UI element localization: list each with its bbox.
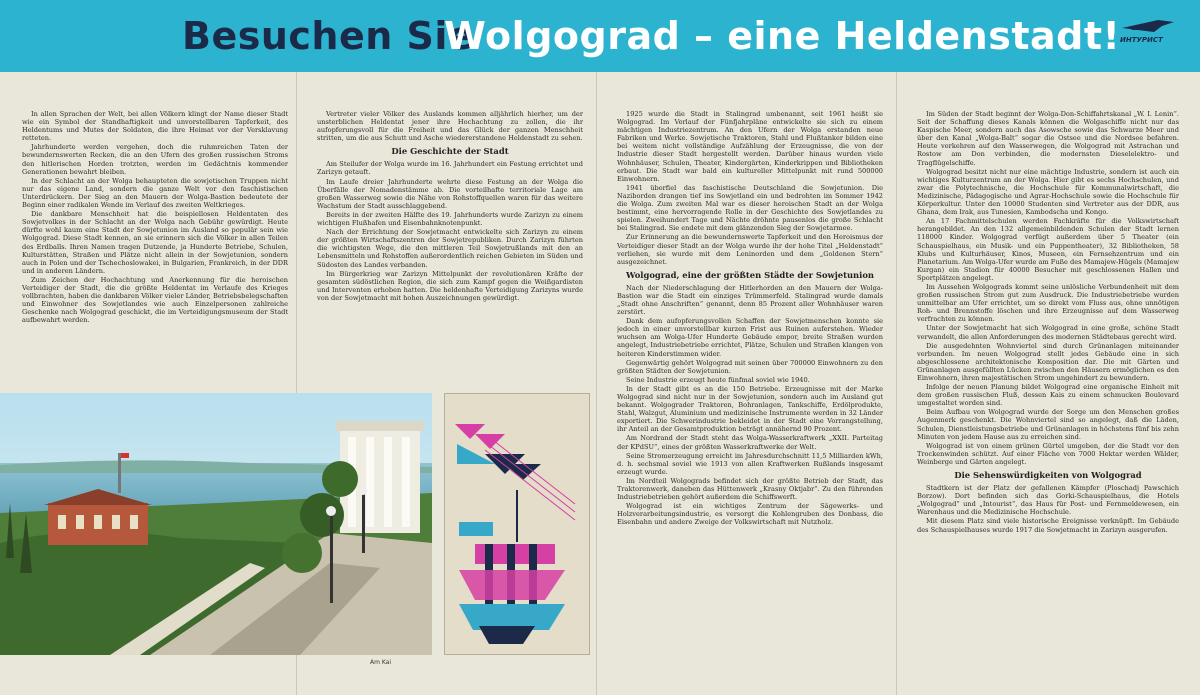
paragraph: Stadtkern ist der Platz der gefallenen Kämpfer (Ploschadj Pawschich Borzow). Dort befinden sich das Gorki-Schauspielhaus, die Hotels „Wolgograd“ und „Intourist“, das Haus für Post- und Fernmeldewesen, ein Warenhaus und die Medizinische Hochschule. (917, 484, 1179, 517)
embankment-photo (0, 393, 432, 655)
paragraph: Am Steilufer der Wolga wurde im 16. Jahrhundert ein Festung errichtet und Zarizyn getauft. (317, 160, 583, 177)
paragraph: Gegenwärtig gehört Wolgograd mit seinen über 700000 Einwohnern zu den größten Städten der Sowjetunion. (617, 358, 883, 375)
paragraph: 1925 wurde die Stadt in Stalingrad umbenannt, seit 1961 heißt sie Wolgograd. Im Verlauf der Fünfjahrpläne entwickelte sie sich zu einem mächtigen Industriezentrum. An den Ufern der Wolga erstanden neue Fabriken und Werke. Sowjetische Traktoren, Stahl und Flußtanker bilden eine bei weitem nicht vollständige Aufzählung der Erzeugnisse, die von der Industrie dieser Stadt hergestellt werden. Darüber hinaus wurden viele Wohnhäuser, Schulen, Theater, Kindergärten, Kinderkrippen und Bibliotheken erbaut. Die Stadt war bald ein kultureller Mittelpunkt mit rund 500000 Einwohnern. (617, 110, 883, 183)
paragraph: Bereits in der zweiten Hälfte des 19. Jahrhunderts wurde Zarizyn zu einem wichtigen Flußhafen und Eisenbahnknotenpunkt. (317, 210, 583, 228)
paragraph: Am Nordrand der Stadt steht das Wolga-Wasserkraftwerk „XXII. Parteitag der KPdSU“, eines der größten Wasserkraftwerke der Welt. (617, 434, 883, 451)
paragraph: Jahrhunderte werden vergehen, doch die ruhmreichen Taten der bewundernswerten Recken, die an den Ufern des großen russischen Stroms den hitlerischen Horden trotzten, werden im Gedächtnis kommender Generationen bewahrt bleiben. (22, 143, 288, 176)
fold-line (896, 72, 897, 695)
section-heading: Die Geschichte der Stadt (391, 146, 509, 157)
column-3 (617, 110, 883, 685)
poster-artwork (444, 393, 590, 655)
paragraph: Vertreter vieler Völker des Auslands kommen alljährlich hierher, um der unsterblichen Heldentat jener ihre Hochachtung zu zollen, die ihr aufopferungsvoll für die Freiheit und das Glück der ganzen Menschheit stritten, um die aus Schutt und Asche wiedererstandene Heldenstadt zu sehen. (317, 110, 583, 143)
banner-title-part1: Besuchen Sie (182, 14, 475, 58)
paragraph: Die dankbare Menschheit hat die beispiellosen Heldentaten des Sowjetvolkes in der Schlacht an der Wolga nach Gebühr gewürdigt. Heute dürfte wohl kaum eine Stadt der Sowjetunion im Ausland so populär sein wie Wolgograd. Diese Stadt kennen, an sie erinnern sich die Völker in allen Teilen des Erdballs. Ihren Namen tragen Dutzende, ja Hunderte Betriebe, Schulen, Kulturstätten, Straßen und Plätze nicht allein in der Sowjetunion, sondern auch in Polen und der Tschechoslowakei, in Bulgarien, Frankreich, in der DDR und in anderen Ländern. (22, 210, 288, 275)
paragraph: Zur Erinnerung an die bewundernswerte Tapferkeit und den Heroismus der Verteidiger dieser Stadt an der Wolga wurde ihr der hohe Titel „Heldenstadt“ verliehen, sie wurde mit dem Leninorden und dem „Goldenen Stern“ ausgezeichnet. (617, 233, 883, 266)
photo-caption: Am Kai (370, 659, 392, 666)
fold-line (596, 72, 597, 695)
banner-title-part2: Wolgograd – eine Heldenstadt! (444, 14, 1121, 58)
paragraph: Wolgograd ist von einem grünen Gürtel umgeben, der die Stadt vor den Trockenwinden schützt. Auf einer Fläche von 7000 Hektar werden Wälder, Weinberge und Gärten angelegt. (917, 441, 1179, 466)
paragraph: Beim Aufbau von Wolgograd wurde der Sorge um den Menschen großes Augenmerk geschenkt. Die Wohnviertel sind so angelegt, daß die Läden, Schulen, Dienstleistungsbetriebe und Grünanlagen in höchstens fünf bis zehn Minuten von jedem Hause aus zu erreichen sind. (917, 408, 1179, 441)
paragraph: 1941 überfiel das faschistische Deutschland die Sowjetunion. Die Naziborden drangen tief ins Sowjetland ein und bedrohten im Sommer 1942 die Wolga. Zum zweiten Mal war es dieser heroischen Stadt an der Wolga bestimmt, eine hervorragende Rolle in der Geschichte des Sowjetlandes zu spielen. Zweihundert Tage und Nächte dröhnte pausenlos die große Schlacht bei Stalingrad. Sie endete mit dem glänzenden Sieg der Sowjetarmee. (617, 183, 883, 233)
section-heading: Die Sehenswürdigkeiten von Wolgograd (954, 470, 1142, 481)
paragraph: In der Schlacht an der Wolga behaupteten die sowjetischen Truppen nicht nur das eigene Land, sondern die ganze Welt vor den faschistischen Unterdrückern. Der Sieg an den Mauern der Wolga-Bastion bedeutete der Beginn einer radikalen Wende im Verlauf des zweiten Weltkrieges. (22, 176, 288, 210)
section-heading: Wolgograd, eine der größten Städte der Sowjetunion (625, 269, 875, 280)
paragraph: Im Bürgerkrieg war Zarizyn Mittelpunkt der revolutionären Kräfte der gesamten südöstlichen Region, die sich zum Kampf gegen die Weißgardisten und Interventen erhoben hatten. Die heldenhafte Verteidigung Zarizyns wurde von der Sowjetmacht mit hohen Auszeichnungen gewürdigt. (317, 269, 583, 302)
paragraph: Im Aussehen Wolgograds kommt seine unlösliche Verbundenheit mit dem großen russischen Strom gut zum Ausdruck. Die Industriebetriebe wurden unmittelbar am Ufer errichtet, um so direkt vom Fluss aus, ohne unnötigen Roh- und Brennstoffe löschen und ihre Erzeugnisse auf dem Wasserweg verfrachten zu können. (917, 282, 1179, 324)
column-2 (317, 110, 583, 390)
paragraph: Nach der Errichtung der Sowjetmacht entwickelte sich Zarizyn zu einem der größten Wirtschaftszentren der Sowjetrepubliken. Durch Zarizyn führten die wichtigsten Wege, die den mittleren Teil Sowjetrußlands mit den an Lebensmitteln und Rohstoffen außerordentlich reichen Gebieten im Süden und Südosten des Landes verbanden. (317, 228, 583, 269)
paragraph: Seine Stromerzeugung erreicht im Jahresdurchschnitt 11,5 Milliarden kWh, d. h. sechsmal soviel wie 1913 von allen Kraftwerken Rußlands insgesamt erzeugt wurde. (617, 451, 883, 476)
paragraph: Wolgograd besitzt nicht nur eine mächtige Industrie, sondern ist auch ein wichtiges Kulturzentrum an der Wolga. Hier gibt es sechs Hochschulen, und zwar die Polytechnische, die Hochschule für Kommunalwirtschaft, die Medizinische, Pädagogische und Agrar-Hochschule sowie die Hochschule für Körperkultur. Unter den 10000 Studenten sind Vertreter aus der DDR, aus Ghana, dem Irak, aus Tunesien, Kambodscha und Kongo. (917, 167, 1179, 217)
paragraph: Seine Industrie erzeugt heute fünfmal soviel wie 1940. (626, 375, 810, 384)
embankment-photo-image (0, 393, 432, 655)
poster-artwork-image (445, 394, 589, 654)
paragraph: Infolge der neuen Planung bildet Wolgograd eine organische Einheit mit dem großen russischen Fluß, dessen Kais zu einem schmucken Boulevard umgestaltet worden sind. (917, 383, 1179, 408)
paragraph: Zum Zeichen der Hochachtung und Anerkennung für die heroischen Verteidiger der Stadt, die die größte Heldentat im Verlaufe des Krieges vollbrachten, haben die dankbaren Völker vieler Länder, Betriebsbelegschaften und Einwohner des Sowjetlandes wie auch Einzelpersonen zahlreiche Geschenke nach Wolgograd geschickt, die im Verteidigungsmuseum der Stadt aufbewahrt werden. (22, 275, 288, 325)
paragraph: Im Nordteil Wolgograds befindet sich der größte Betrieb der Stadt, das Traktorenwerk, daneben das Hüttenwerk „Krasny Oktjabr“. Zu den führenden Industriebetrieben gehört außerdem die Schiffswerft. (617, 476, 883, 502)
paragraph: In allen Sprachen der Welt, bei allen Völkern klingt der Name dieser Stadt wie ein Symbol der Standhaftigkeit und unvorstellbaren Tapferkeit, des Heldentums und Mutes der Soldaten, die ihre Heimat vor der Versklavung retteten. (22, 110, 288, 143)
paragraph: Nach der Niederschlagung der Hitlerhorden an den Mauern der Wolga-Bastion war die Stadt ein einziges Trümmerfeld. Stalingrad wurde damals „Stadt ohne Anschriften“ genannt, denn 85 Prozent aller Wohnhäuser waren zerstört. (617, 283, 883, 317)
paragraph: Dank dem aufopferungsvollen Schaffen der Sowjetmenschen konnte sie jedoch in einer unvorstellbar kurzen Frist aus Ruinen auferstehen. Wieder wuchsen am Wolga-Ufer Hunderte Gebäude empor, breite Straßen wurden angelegt, Industriebetriebe errichtet, Plätze, Schulen und Straßen klangen von heiteren Kinderstimmen wider. (617, 317, 883, 358)
paragraph: In der Stadt gibt es an die 150 Betriebe. Erzeugnisse mit der Marke Wolgograd sind nicht nur in der Sowjetunion, sondern auch im Ausland gut bekannt. Wolgograder Traktoren, Bohranlagen, Tankschiffe, Erdölprodukte, Stahl, Walzgut, Aluminium und medizinische Instrumente werden in 32 Länder exportiert. Die Schwerindustrie bekleidet in der Stadt eine Vorrangstellung, ihr Anteil an der Gesamtproduktion beträgt annähernd 90 Prozent. (617, 384, 883, 434)
logo-text: ИНТУРИСТ (1120, 36, 1163, 44)
paragraph: Im Laufe dreier Jahrhunderte wehrte diese Festung an der Wolga die Überfälle der Nomadenstämme ab. Die vorteilhafte territoriale Lage am großen Wasserweg sowie die Nähe von Rohstoffquellen waren für das weitere Wachstum der Stadt ausschlaggebend. (317, 177, 583, 210)
paragraph: Die ausgedehnten Wohnviertel sind durch Grünanlagen miteinander verbunden. Im neuen Wolgograd stellt jedes Gebäude eine in sich abgeschlossene architektonische Komposition dar. Die mit Gärten und Grünanlagen ausgefüllten Lücken zwischen den Häusern ermöglichen es den Einwohnern, ihren majestätischen Strom ungehindert zu bewundern. (917, 341, 1179, 382)
paragraph: Mit diesem Platz sind viele historische Ereignisse verknüpft. Im Gebäude des Schauspielhauses wurde 1917 die Sowjetmacht in Zarizyn ausgerufen. (917, 517, 1179, 534)
paragraph: Unter der Sowjetmacht hat sich Wolgograd in eine große, schöne Stadt verwandelt, die allen Anforderungen des modernen Städtebaus gerecht wird. (917, 324, 1179, 341)
paragraph: Wolgograd ist ein wichtiges Zentrum der Sägewerks- und Holzverarbeitungsindustrie, es versorgt die Kohlengruben des Donbass, die Eisenbahn und andere Zweige der Volkswirtschaft mit Nutzholz. (617, 502, 883, 527)
title-banner (0, 0, 1200, 72)
paragraph: An 17 Fachmittelschulen werden Fachkräfte für die Volkswirtschaft herangebildet. An den 132 allgemeinbildenden Schulen der Stadt lernen 118000 Kinder. Wolgograd verfügt außerdem über 5 Theater (ein Schauspielhaus, ein Musik- und ein Puppentheater), 32 Bibliotheken, 58 Klubs und Kulturhäuser, Kinos, Museen, ein Fernsehzentrum und ein Planetarium. Am Wolga-Ufer wurde am Fuße des Mamajew-Hügels (Mamajew Kurgan) ein Stadion für 40000 Besucher mit geschlossenen Hallen und Sportplätzen angelegt. (917, 217, 1179, 282)
intourist-logo (1118, 14, 1178, 54)
paragraph: Im Süden der Stadt beginnt der Wolga-Don-Schiffahrtskanal „W. I. Lenin“. Seit der Schaffung dieses Kanals können die Wolgaschiffe nicht nur das Kaspische Meer, sondern auch das Asowsche sowie das Schwarze Meer und über den Kanal „Wolga-Balt“ sogar die Ostsee und die Nordsee befahren. Heute verkehren auf den Wasserwegen, die Wolgograd mit Astrachan und Rostow am Don verbinden, die modernsten Dieselelektro- und Tragflügelschiffe. (917, 110, 1179, 167)
column-1 (22, 110, 288, 380)
intourist-logo-icon (1118, 14, 1178, 38)
column-4 (917, 110, 1179, 685)
